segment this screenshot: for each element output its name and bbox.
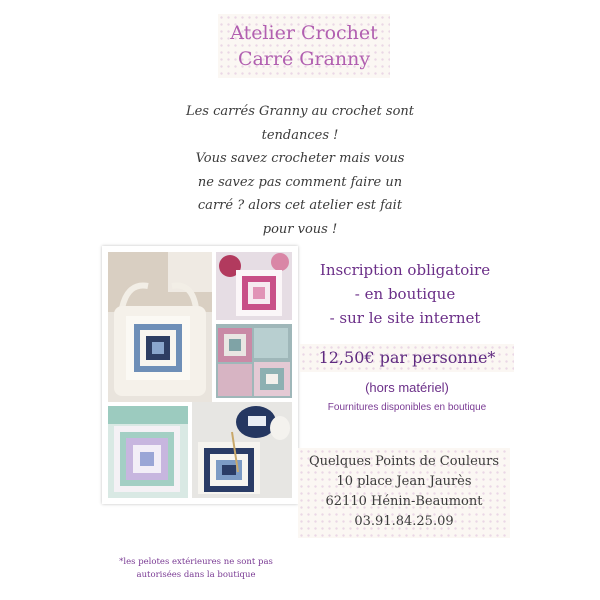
intro-line: tendances ! — [261, 127, 339, 143]
price-box — [300, 344, 514, 372]
intro-line: carré ? alors cet atelier est fait — [197, 198, 403, 213]
shop-address-box — [298, 448, 510, 538]
title-line-2: Carré Granny — [237, 48, 371, 70]
intro-line: ne savez pas comment faire un — [197, 174, 403, 190]
photo-navy-granny — [192, 402, 292, 498]
price-note: (hors matériel) — [365, 380, 449, 395]
photo-granny-bag — [108, 252, 212, 402]
registration-heading: Inscription obligatoire — [319, 261, 491, 279]
intro-text — [170, 100, 430, 241]
intro-line: pour vous ! — [262, 221, 338, 237]
footnote — [118, 556, 274, 582]
photo-lilac-granny — [108, 406, 188, 498]
photo-pink-granny — [216, 252, 292, 320]
shop-phone: 03.91.84.25.09 — [354, 514, 454, 529]
price-text: 12,50€ par personne* — [318, 348, 496, 367]
registration-option-website: - sur le site internet — [329, 309, 481, 327]
title-line-1: Atelier Crochet — [230, 22, 378, 44]
intro-line: Vous savez crocheter mais vous — [195, 151, 405, 166]
footnote-line-2: autorisées dans la boutique — [136, 570, 256, 580]
intro-line: Les carrés Granny au crochet sont — [185, 104, 415, 119]
shop-city: 62110 Hénin-Beaumont — [325, 494, 483, 509]
title-box — [218, 14, 390, 78]
photo-collage — [102, 246, 298, 504]
footnote-line-1: *les pelotes extérieures ne sont pas — [119, 557, 273, 567]
registration-option-shop: - en boutique — [354, 285, 456, 303]
shop-street: 10 place Jean Jaurès — [336, 474, 472, 489]
shop-name: Quelques Points de Couleurs — [308, 454, 500, 469]
supplies-note: Fournitures disponibles en boutique — [327, 402, 487, 413]
registration-info — [300, 258, 510, 330]
photo-teal-grannies — [216, 324, 292, 398]
